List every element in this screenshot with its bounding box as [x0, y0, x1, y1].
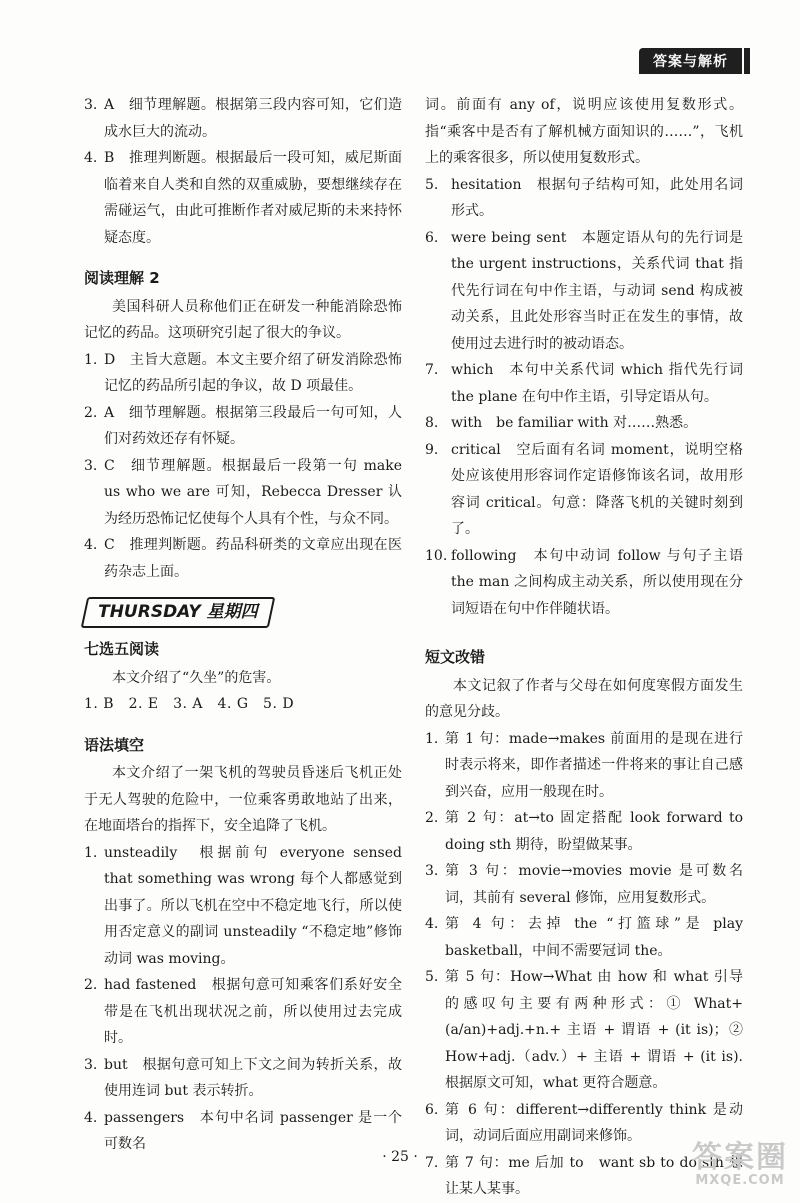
answer-item [425, 437, 743, 543]
answer-item [425, 964, 743, 1097]
answer-item [84, 145, 402, 251]
answer-item [425, 543, 743, 623]
answer-text: C 细节理解题。根据最后一段第一句 make us who we are 可知，Rebecca Dresser 认为经历恐怖记忆使每个人具有个性，与众不同。 [104, 457, 402, 527]
correction-intro: 本文记叙了作者与父母在如何度寒假方面发生的意见分歧。 [425, 677, 743, 720]
grammar-answers [84, 840, 402, 1158]
answer-number: 1. [425, 730, 439, 747]
grammar-intro: 本文介绍了一架飞机的驾驶员昏迷后飞机正处于无人驾驶的危险中，一位乘客勇敢地站了出来，在地面塔台的指挥下，安全追降了飞机。 [84, 765, 402, 834]
seven-five-answers: 1. B 2. E 3. A 4. G 5. D [84, 696, 295, 712]
grammar-title: 语法填空 [84, 735, 145, 754]
answer-text: following 本句中动词 follow 与句子主语 the man 之间构成主动关系，所以使用现在分词短语在句中作伴随状语。 [451, 547, 743, 617]
answer-item [84, 1052, 402, 1105]
section-header-tab: 答案与解析 [639, 48, 742, 74]
watermark-logo [692, 1142, 788, 1188]
answer-number: 10. [425, 547, 448, 564]
answer-text: unsteadily 根据前句 everyone sensed that something was wrong 每个人都感觉到出事了。所以飞机在空中不稳定地飞行，所以使用否定意义的副词 unsteadily “不稳定地”修饰动词 was moving。 [104, 844, 402, 967]
answer-number: 7. [425, 362, 439, 378]
answer-number: 3. [84, 457, 98, 474]
answer-item [425, 911, 743, 964]
answer-text: 第 2 句：at→to 固定搭配 look forward to doing sth 期待，盼望做某事。 [445, 810, 743, 853]
answer-text: were being sent 本题定语从句的先行词是 the urgent instructions，关系代词 that 指代先行词在句中作主语，与动词 send 构成被动关系，且此处形容当时正在发生的事情，故使用过去进行时的被动语态。 [451, 229, 743, 352]
watermark-url: MXQE.COM [695, 1173, 785, 1188]
answer-item [84, 92, 402, 145]
answer-text: 第 6 句：different→differently think 是动词，动词后面应用副词来修饰。 [445, 1101, 743, 1144]
answer-text: C 推理判断题。药品科研类的文章应出现在医药杂志上面。 [104, 537, 402, 580]
reading2-answers [84, 347, 402, 586]
answer-text: A 细节理解题。根据第三段最后一句可知，人们对药效还存有怀疑。 [104, 404, 402, 447]
reading1-answers [84, 92, 402, 251]
answer-item [425, 172, 743, 225]
grammar-answers-continued [425, 172, 743, 623]
answer-number: 3. [425, 863, 439, 879]
answer-text: 第 1 句：made→makes 前面用的是现在进行时表示将来，即作者描述一件将来的事让自己感到兴奋，应用一般现在时。 [445, 730, 743, 800]
answer-item [425, 726, 743, 806]
answer-number: 8. [425, 415, 439, 431]
answer-number: 2. [425, 810, 439, 826]
answer-text: 第 3 句：movie→movies movie 是可数名词，其前有 several 修饰，应用复数形式。 [445, 863, 743, 906]
header-accent-bar [744, 48, 750, 74]
answer-number: 4. [84, 1109, 98, 1126]
watermark-text: 答案圈 [692, 1140, 788, 1175]
seven-five-intro: 本文介绍了“久坐”的危害。 [112, 669, 281, 686]
answer-number: 4. [84, 150, 98, 166]
thursday-banner [81, 597, 275, 628]
grammar-item4-continued: 词。前面有 any of，说明应该使用复数形式。指“乘客中是否有了解机械方面知识的……”，飞机上的乘客很多，所以使用复数形式。 [425, 97, 743, 166]
answer-text: which 本句中关系代词 which 指代先行词 the plane 在句中作主语，引导定语从句。 [451, 362, 743, 405]
answer-text: 第 4 句：去掉 the “打篮球”是 play basketball，中间不需要冠词 the。 [445, 916, 743, 959]
answer-text: 第 7 句：me 后加 to want sb to do sth 想让某人某事。 [445, 1154, 743, 1197]
reading2-title: 阅读理解 2 [84, 269, 160, 287]
right-column [425, 92, 743, 1203]
answer-item [425, 225, 743, 358]
answer-number: 3. [84, 97, 98, 113]
left-column [84, 92, 402, 1158]
thursday-label: THURSDAY 星期四 [98, 602, 258, 622]
answer-text: hesitation 根据句子结构可知，此处用名词形式。 [451, 176, 743, 219]
answer-number: 6. [425, 1101, 439, 1118]
answer-text: with be familiar with 对……熟悉。 [451, 415, 698, 431]
answer-item [84, 532, 402, 585]
answer-text: A 细节理解题。根据第三段内容可知，它们造成水巨大的流动。 [104, 97, 402, 140]
answer-item [425, 805, 743, 858]
answer-item [84, 400, 402, 453]
seven-five-title: 七选五阅读 [84, 640, 160, 658]
answer-number: 2. [84, 404, 98, 421]
reading2-intro: 美国科研人员称他们正在研发一种能消除恐怖记忆的药品。这项研究引起了很大的争议。 [84, 298, 402, 341]
answer-text: 第 5 句：How→What 由 how 和 what 引导的感叹句主要有两种形式：① What+(a/an)+adj.+n.+ 主语 + 谓语 + (it is)；② How+adj.（adv.）+ 主语 + 谓语 + (it is). 根据原文可知，what 更符合题意。 [445, 969, 743, 1091]
answer-item [425, 410, 743, 437]
page-number: · 25 · [382, 1149, 418, 1165]
answer-text: B 推理判断题。根据最后一段可知，威尼斯面临着来自人类和自然的双重威胁，要想继续存在需碰运气，由此可推断作者对威尼斯的未来持怀疑态度。 [104, 150, 402, 246]
answer-number: 5. [425, 969, 439, 985]
correction-answers [425, 726, 743, 1203]
answer-text: critical 空后面有名词 moment，说明空格处应该使用形容词作定语修饰该名词，故用形容词 critical。句意：降落飞机的关键时刻到了。 [451, 441, 743, 537]
answer-item [425, 858, 743, 911]
answer-text: passengers 本句中名词 passenger 是一个可数名 [104, 1109, 402, 1152]
answer-item [84, 972, 402, 1052]
correction-title: 短文改错 [425, 648, 486, 666]
answer-number: 1. [84, 351, 98, 368]
answer-number: 2. [84, 977, 98, 993]
answer-text: but 根据句意可知上下文之间为转折关系，故使用连词 but 表示转折。 [104, 1056, 402, 1099]
answer-number: 3. [84, 1056, 98, 1073]
answer-item [84, 347, 402, 400]
answer-text: D 主旨大意题。本文主要介绍了研发消除恐怖记忆的药品所引起的争议，故 D 项最佳。 [104, 351, 402, 394]
answer-item [425, 357, 743, 410]
answer-number: 7. [425, 1154, 439, 1171]
answer-number: 4. [84, 537, 98, 553]
answer-number: 6. [425, 229, 439, 246]
answer-number: 5. [425, 176, 439, 193]
answer-item [84, 840, 402, 973]
answer-number: 4. [425, 916, 439, 932]
answer-number: 9. [425, 441, 439, 458]
answer-number: 1. [84, 844, 98, 861]
answer-text: had fastened 根据句意可知乘客们系好安全带是在飞机出现状况之前，所以使用过去完成时。 [104, 977, 402, 1046]
answer-item [84, 453, 402, 533]
